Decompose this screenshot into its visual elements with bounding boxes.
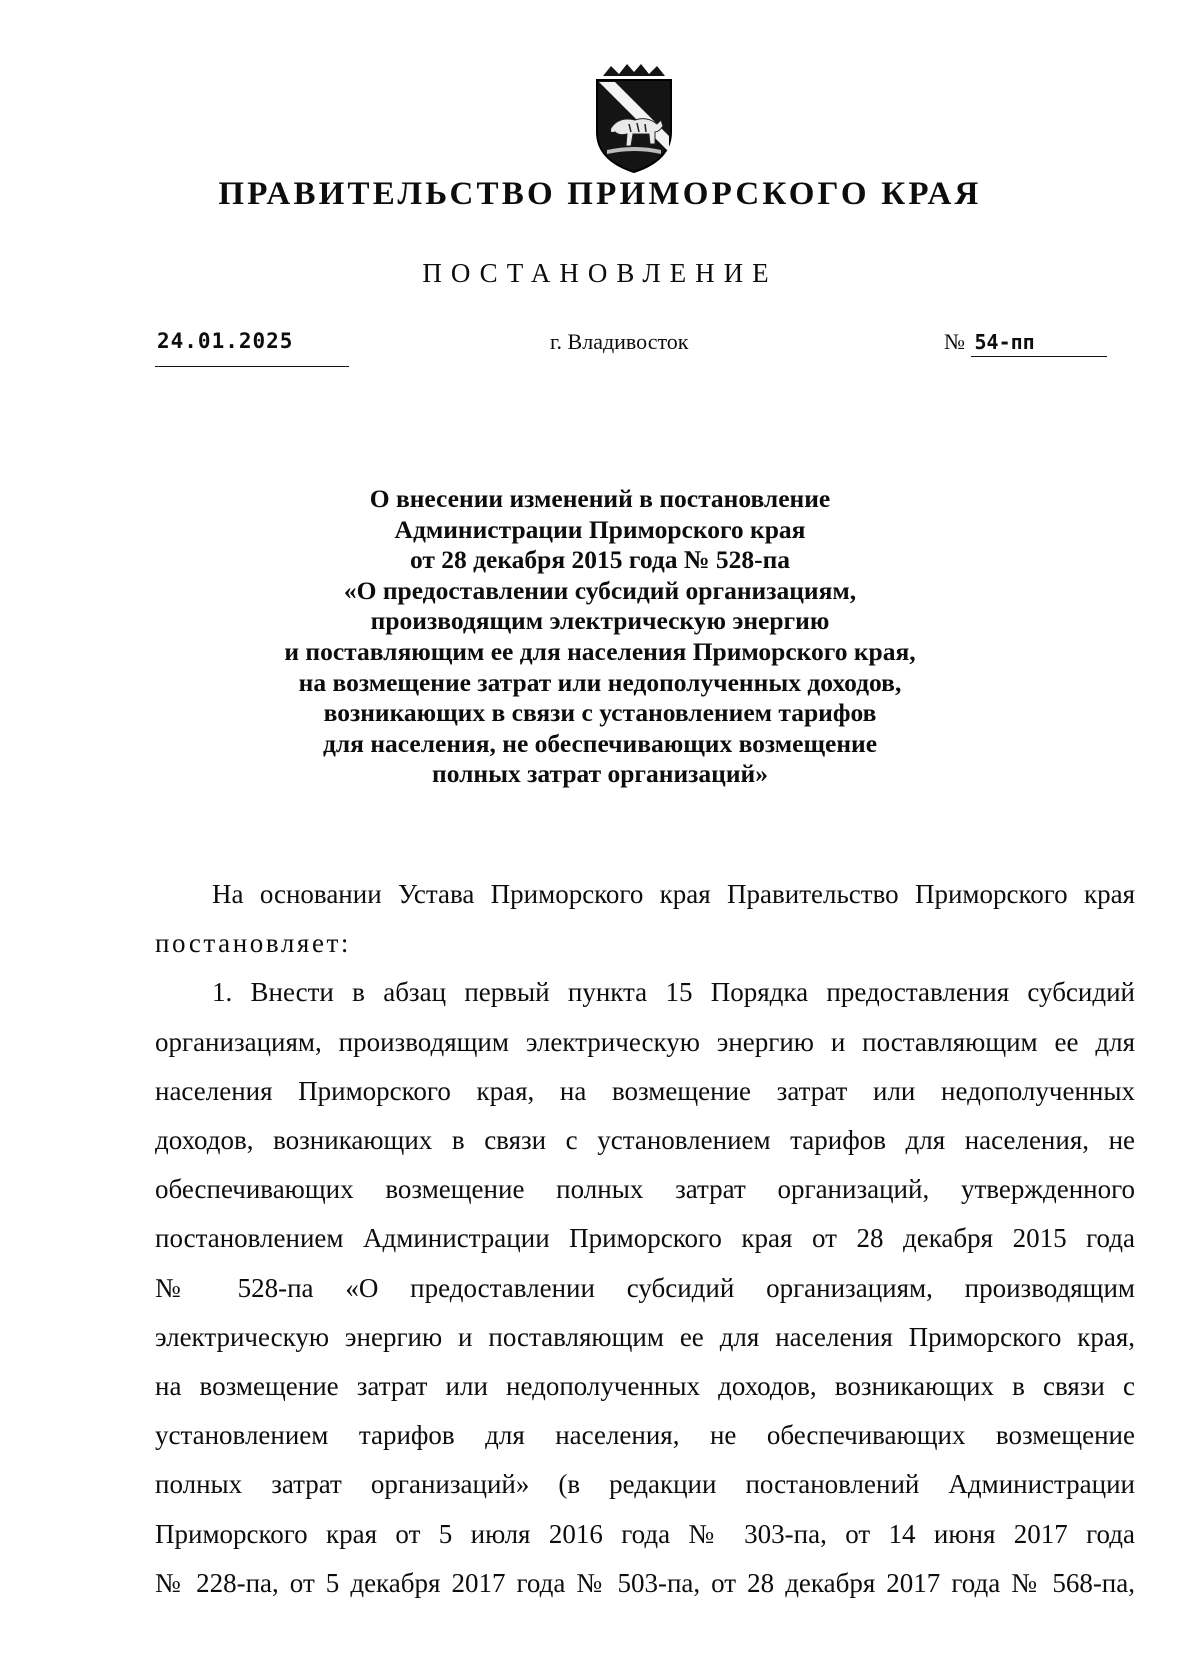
item-1-paragraph	[155, 968, 1135, 1608]
body-line: Приморского края от 5 июля 2016 года № 303-па, от 14 июня 2017 года	[155, 1518, 1135, 1549]
number-sign: №	[944, 329, 965, 354]
document-number	[944, 326, 1120, 366]
body-line: установлением тарифов для населения, не обеспечивающих возмещение	[155, 1420, 1135, 1451]
body-line: населения Приморского края, на возмещение затрат или недополученных	[155, 1075, 1135, 1106]
body-line: организациям, производящим электрическую энергию и поставляющим ее для	[155, 1026, 1135, 1057]
title-line: от 28 декабря 2015 года № 528-па	[409, 545, 791, 575]
title-line: возникающих в связи с установлением тарифов	[323, 698, 877, 728]
body-line: на возмещение затрат или недополученных доходов, возникающих в связи с	[155, 1371, 1135, 1402]
document-type-title: ПОСТАНОВЛЕНИЕ	[422, 258, 778, 288]
title-line: «О предоставлении субсидий организациям,	[343, 575, 857, 605]
body-line: электрическую энергию и поставляющим ее для населения Приморского края,	[155, 1321, 1135, 1352]
body-line: № 528-па «О предоставлении субсидий организациям, производящим	[155, 1272, 1135, 1303]
preamble-paragraph	[155, 870, 1135, 968]
body-line: постановляет:	[155, 928, 352, 959]
government-title: ПРАВИТЕЛЬСТВО ПРИМОРСКОГО КРАЯ	[218, 176, 982, 212]
title-line: полных затрат организаций»	[432, 759, 768, 789]
body-line: постановлением Администрации Приморского края от 28 декабря 2015 года	[155, 1223, 1135, 1254]
title-line: для населения, не обеспечивающих возмещение	[322, 728, 878, 758]
body-line: № 228-па, от 5 декабря 2017 года № 503-па, от 28 декабря 2017 года № 568-па,	[155, 1567, 1135, 1598]
coat-of-arms-emblem	[589, 62, 679, 174]
document-date: 24.01.2025	[155, 326, 349, 367]
body-line: обеспечивающих возмещение полных затрат организаций, утвержденного	[155, 1174, 1135, 1205]
document-number-value: 54-пп	[971, 328, 1107, 357]
document-city: г. Владивосток	[550, 329, 689, 354]
body-line: полных затрат организаций» (в редакции постановлений Администрации	[155, 1469, 1135, 1500]
body-line: 1. Внести в абзац первый пункта 15 Порядка предоставления субсидий	[212, 977, 1135, 1008]
document-title	[200, 484, 1000, 790]
body-line: доходов, возникающих в связи с установлением тарифов для населения, не	[155, 1125, 1135, 1156]
document-body	[155, 870, 1135, 1608]
body-line: На основании Устава Приморского края Правительство Приморского края	[212, 879, 1135, 909]
coat-of-arms-icon	[589, 62, 679, 174]
title-line: на возмещение затрат или недополученных доходов,	[298, 667, 902, 697]
title-line: Администрации Приморского края	[394, 514, 806, 544]
title-line: О внесении изменений в постановление	[369, 484, 831, 513]
title-line: и поставляющим ее для населения Приморского края,	[284, 636, 916, 666]
title-line: производящим электрическую энергию	[370, 606, 830, 636]
